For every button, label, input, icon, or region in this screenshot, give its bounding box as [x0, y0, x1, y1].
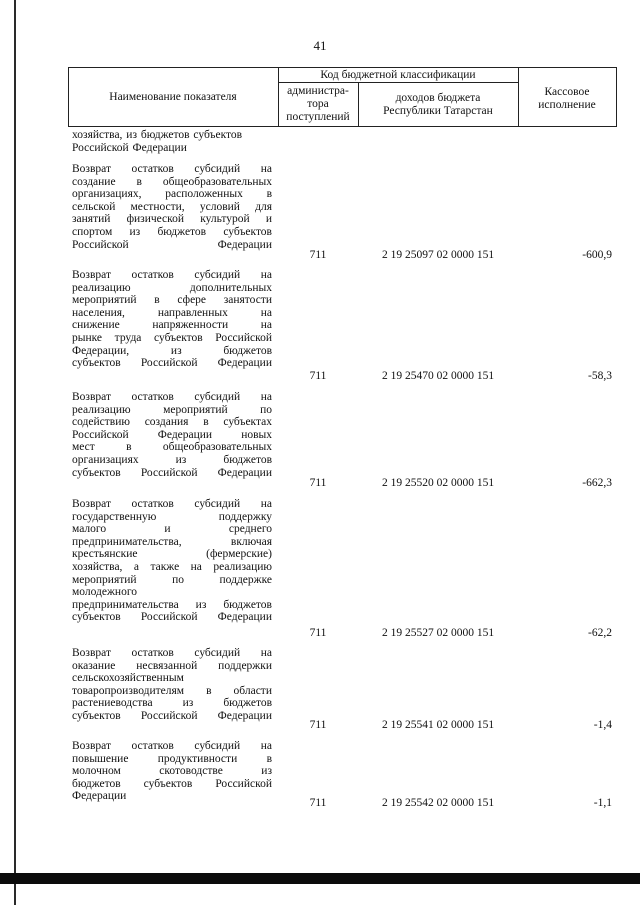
row-execution-value: -1,4 [593, 719, 612, 731]
row-execution-value: -62,2 [588, 627, 612, 639]
row-label: Возврат остатков субсидий на оказание несвязанной поддержки сельскохозяйственным товаропроизводителям в области растениеводства из бюджетов субъектов Российской Федерации [72, 647, 272, 722]
header-divider-3 [518, 67, 519, 127]
row-admin-code: 711 [309, 627, 327, 639]
header-admin-column: администра- тора поступлений [286, 85, 350, 123]
row-income-code: 2 19 25542 02 0000 151 [381, 797, 495, 809]
page-number: 41 [313, 38, 327, 53]
scan-bottom-bar [0, 873, 640, 884]
header-right-border [616, 67, 617, 127]
row-income-code: 2 19 25520 02 0000 151 [381, 477, 495, 489]
header-bottom-border [68, 126, 617, 127]
row-admin-code: 711 [309, 477, 327, 489]
row-income-code: 2 19 25527 02 0000 151 [381, 627, 495, 639]
row-execution-value: -1,1 [593, 797, 612, 809]
header-income-column: доходов бюджета Республики Татарстан [383, 92, 493, 117]
row-label: Возврат остатков субсидий на повышение продуктивности в молочном скотоводстве из бюджетов субъектов Российской Федерации [72, 740, 272, 803]
scan-edge-line [14, 0, 16, 905]
header-left-border [68, 67, 69, 127]
header-name-column: Наименование показателя [109, 91, 237, 103]
header-divider-1 [278, 67, 279, 127]
group-header-underline [278, 82, 519, 83]
row-admin-code: 711 [309, 370, 327, 382]
table-top-border [68, 67, 617, 68]
header-execution-column: Кассовое исполнение [538, 86, 596, 111]
row-label: Возврат остатков субсидий на государственную поддержку малого и среднего предпринимательства, включая крестьянские (фермерские) хозяйства, а также на реализацию мероприятий по поддержке молодежного предпринимательства из бюджетов субъектов Российской Федерации [72, 498, 272, 624]
header-budget-classification: Код бюджетной классификации [320, 69, 476, 81]
row-admin-code: 711 [309, 797, 327, 809]
row-label: Возврат остатков субсидий на реализацию дополнительных мероприятий в сфере занятости населения, направленных на снижение напряженности на рынке труда субъектов Российской Федерации, из бюджетов субъектов Российской Федерации [72, 269, 272, 370]
row-admin-code: 711 [309, 719, 327, 731]
row-execution-value: -58,3 [588, 370, 612, 382]
row-income-code: 2 19 25097 02 0000 151 [381, 249, 495, 261]
row-income-code: 2 19 25470 02 0000 151 [381, 370, 495, 382]
row-label: хозяйства, из бюджетов субъектов Российской Федерации [72, 129, 243, 154]
row-execution-value: -600,9 [582, 249, 612, 261]
row-label: Возврат остатков субсидий на создание в общеобразовательных организациях, расположенных в сельской местности, условий для занятий физической культурой и спортом из бюджетов субъектов Российской Федерации [72, 163, 272, 251]
row-execution-value: -662,3 [582, 477, 612, 489]
row-income-code: 2 19 25541 02 0000 151 [381, 719, 495, 731]
header-divider-2 [358, 82, 359, 127]
row-label: Возврат остатков субсидий на реализацию мероприятий по содействию создания в субъектах Российской Федерации новых мест в общеобразовательных организациях из бюджетов субъектов Российской Федерации [72, 391, 272, 479]
row-admin-code: 711 [309, 249, 327, 261]
